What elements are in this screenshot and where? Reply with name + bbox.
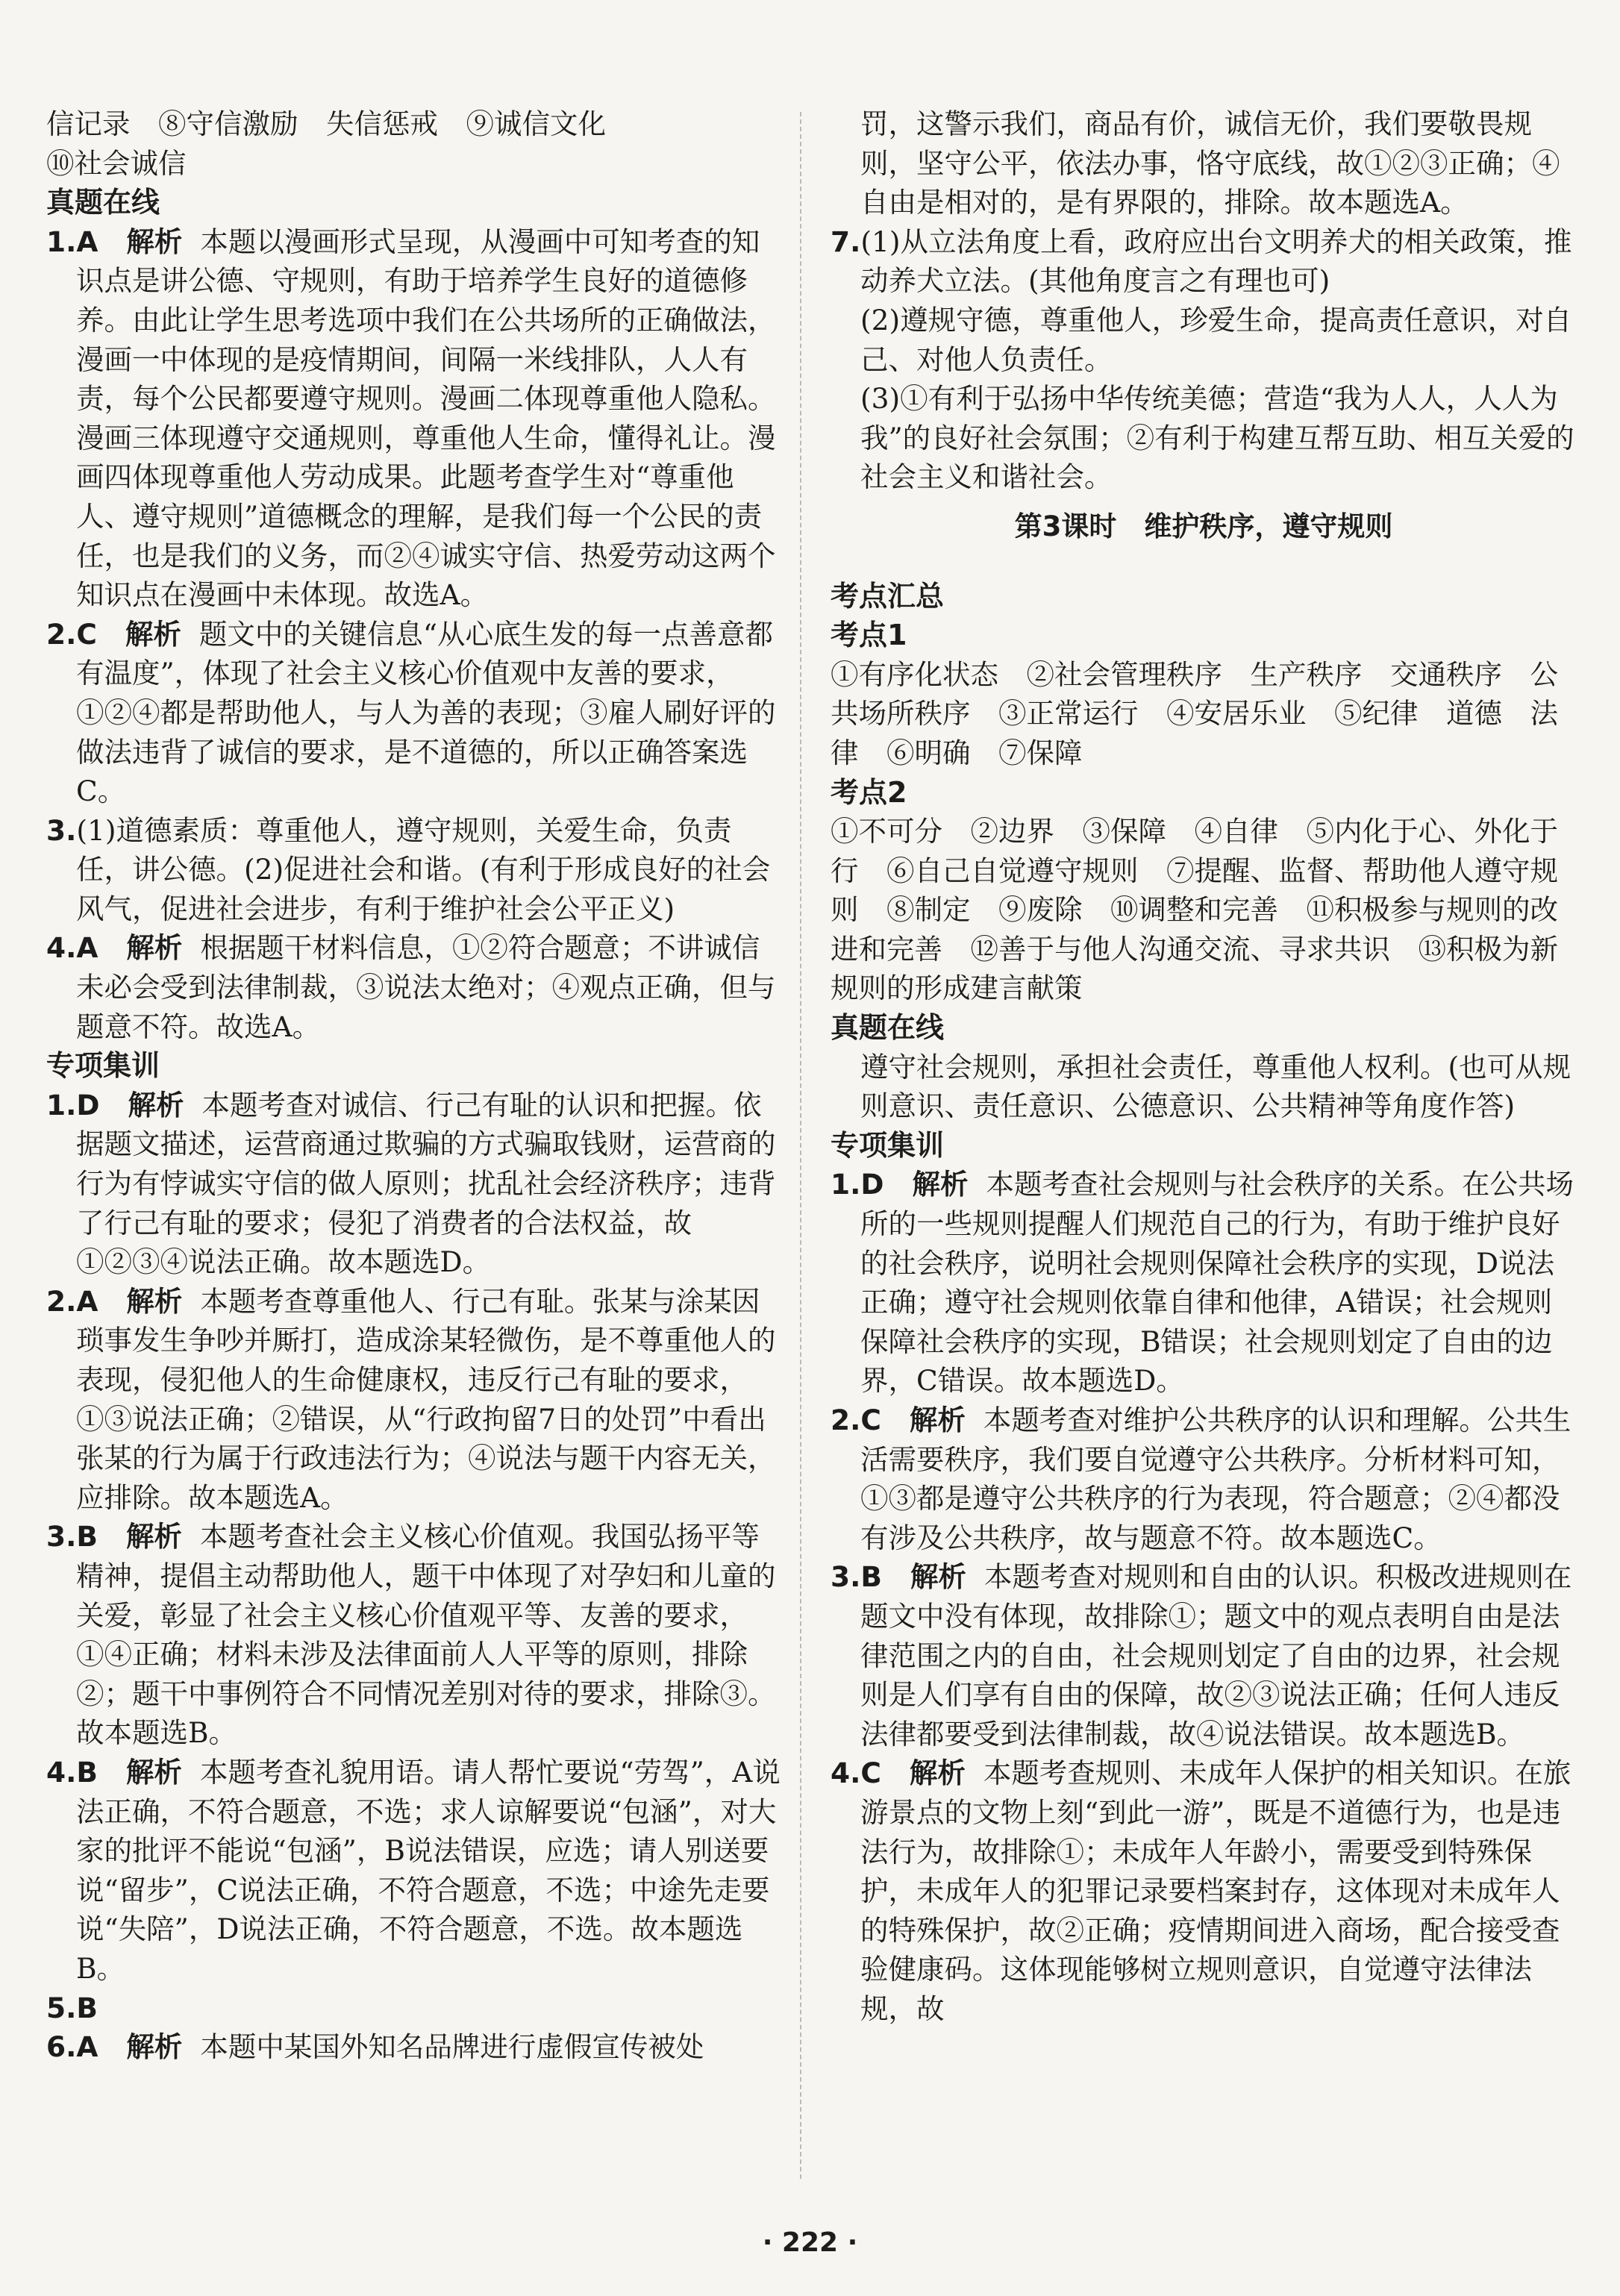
item-number: 1. <box>46 1088 77 1122</box>
section-heading-kaodian: 考点汇总 <box>831 579 945 613</box>
item-text: 本题以漫画形式呈现，从漫画中可知考查的知识点是讲公德、守规则，有助于培养学生良好的道德修养。由此让学生思考选项中我们在公共场所的正确做法，漫画一中体现的是疫情期间，间隔一米线排队，人人有责，每个公民都要遵守规则。漫画二体现尊重他人隐私。漫画三体现遵守交通规则，尊重他人生命，懂得礼让。漫画四体现尊重他人劳动成果。此题考查学生对“尊重他人、遵守规则”道德概念的理解，是我们每一个公民的责任，也是我们的义务，而②④诚实守信、热爱劳动这两个知识点在漫画中未体现。故选A。 <box>76 225 776 612</box>
item-answer: A <box>76 1284 98 1318</box>
analysis-tag: 解析 <box>126 931 183 965</box>
item-text: 本题考查规则、未成年人保护的相关知识。在旅游景点的文物上刻“到此一游”，既是不道德行为，也是违法行为，故排除①；未成年人年龄小，需要受到特殊保护，未成年人的犯罪记录要档案封存，这体现对未成年人的特殊保护，故②正确；疫情期间进入商场，配合接受查验健康码。这体现能够树立规则意识，自觉遵守法律法规，故 <box>860 1757 1571 2025</box>
analysis-tag: 解析 <box>125 1520 182 1554</box>
item-answer: D <box>860 1168 884 1201</box>
item-number: 2. <box>46 617 77 651</box>
left-column <box>46 104 785 2067</box>
column-divider <box>800 112 801 2179</box>
item-text: 本题中某国外知名品牌进行虚假宣传被处 <box>200 2030 704 2064</box>
item-number: 5. <box>46 1991 77 2024</box>
intro-line-2: ⑩社会诚信 <box>46 146 187 180</box>
answer-item <box>46 2027 785 2067</box>
page-number: · 222 · <box>762 2227 858 2258</box>
right-column <box>831 104 1577 2029</box>
analysis-tag: 解析 <box>910 1560 966 1594</box>
kp1-title: 考点1 <box>831 619 907 652</box>
answer-item <box>46 811 785 929</box>
item-number: 4. <box>46 931 77 965</box>
item-text: 本题考查礼貌用语。请人帮忙要说“劳驾”，A说法正确，不符合题意，不选；求人谅解要说“包涵”，对大家的批评不能说“包涵”，B说法错误，应选；请人别送要说“留步”，C说法正确，不符合题意，不选；中途先走要说“失陪”，D说法正确，不符合题意，不选。故本题选B。 <box>76 1755 781 1985</box>
item-answer: B <box>76 1755 98 1789</box>
item-answer: C <box>860 1404 881 1436</box>
answer-item <box>46 1086 785 1282</box>
continuation-text: 罚，这警示我们，商品有价，诚信无价，我们要敬畏规则，坚守公平，依法办事，恪守底线，故①②③正确；④自由是相对的，是有界限的，排除。故本题选A。 <box>860 107 1560 219</box>
analysis-tag: 解析 <box>126 225 183 258</box>
lesson-title: 第3课时 维护秩序，遵守规则 <box>1014 510 1393 542</box>
answer-item <box>831 1557 1577 1754</box>
item-text: 本题考查对规则和自由的认识。积极改进规则在题文中没有体现，故排除①；题文中的观点表明自由是法律范围之内的自由，社会规则划定了自由的边界，社会规则是人们享有自由的保障，故②③说法正确；任何人违反法律都要受到法律制裁，故④说法错误。故本题选B。 <box>860 1560 1572 1751</box>
analysis-tag: 解析 <box>909 1757 966 1790</box>
item-number: 1. <box>831 1168 861 1201</box>
answer-item <box>46 615 785 811</box>
item-number: 4. <box>831 1757 861 1790</box>
analysis-tag: 解析 <box>909 1404 966 1436</box>
q7-part-1: (1)从立法角度上看，政府应出台文明养犬的相关政策，推动养犬立法。(其他角度言之有理也可) <box>860 225 1572 298</box>
item-answer: C <box>860 1757 881 1790</box>
item-text: 本题考查尊重他人、行己有耻。张某与涂某因琐事发生争吵并厮打，造成涂某轻微伤，是不尊重他人的表现，侵犯他人的生命健康权，违反行己有耻的要求，①③说法正确；②错误，从“行政拘留7日的处罚”中看出张某的行为属于行政违法行为；④说法与题干内容无关，应排除。故本题选A。 <box>76 1284 776 1514</box>
item-text: 本题考查社会规则与社会秩序的关系。在公共场所的一些规则提醒人们规范自己的行为，有助于维护良好的社会秩序，说明社会规则保障社会秩序的实现，D说法正确；遵守社会规则依靠自律和他律，A错误；社会规则保障社会秩序的实现，B错误；社会规则划定了自由的边界，C错误。故本题选D。 <box>860 1168 1574 1398</box>
item-answer: A <box>76 225 98 258</box>
item-number: 2. <box>46 1284 77 1318</box>
analysis-tag: 解析 <box>126 1284 183 1318</box>
item-text: 本题考查对维护公共秩序的认识和理解。公共生活需要秩序，我们要自觉遵守公共秩序。分析材料可知，①③都是遵守公共秩序的行为表现，符合题意；②④都没有涉及公共秩序，故与题意不符。故本题选C。 <box>860 1404 1571 1554</box>
answer-item <box>46 1517 785 1753</box>
section-heading-zhuanxiang-2: 专项集训 <box>831 1128 945 1162</box>
item-answer: D <box>76 1088 100 1122</box>
answer-item <box>46 1282 785 1518</box>
item-answer: B <box>76 1991 98 2024</box>
analysis-tag: 解析 <box>912 1168 969 1201</box>
intro-line-1: 信记录 ⑧守信激励 失信惩戒 ⑨诚信文化 <box>46 107 606 140</box>
q7-part-3: (3)①有利于弘扬中华传统美德；营造“我为人人，人人为我”的良好社会氛围；②有利于构建互帮互助、相互关爱的社会主义和谐社会。 <box>860 382 1574 494</box>
item-number: 3. <box>46 1520 77 1554</box>
answer-item <box>831 1754 1577 2028</box>
answer-item <box>831 1401 1577 1557</box>
item-number: 3. <box>46 813 77 847</box>
item-text: 根据题干材料信息，①②符合题意；不讲诚信未必会受到法律制裁，③说法太绝对；④观点正确，但与题意不符。故选A。 <box>76 931 776 1043</box>
kp2-text: ①不可分 ②边界 ③保障 ④自律 ⑤内化于心、外化于行 ⑥自己自觉遵守规则 ⑦提醒、监督、帮助他人遵守规则 ⑧制定 ⑨废除 ⑩调整和完善 ⑪积极参与规则的改进和完善 ⑫善于与他人沟通交流、寻求共识 ⑬积极为新规则的形成建言献策 <box>831 815 1558 1005</box>
analysis-tag: 解析 <box>125 617 181 651</box>
kp1-text: ①有序化状态 ②社会管理秩序 生产秩序 交通秩序 公共场所秩序 ③正常运行 ④安居乐业 ⑤纪律 道德 法律 ⑥明确 ⑦保障 <box>831 657 1558 769</box>
answer-item <box>46 222 785 615</box>
item-number: 6. <box>46 2030 77 2064</box>
item-answer: A <box>76 931 98 965</box>
item-number: 7. <box>831 225 861 258</box>
answer-item <box>46 1753 785 1989</box>
answer-item <box>46 928 785 1046</box>
kp2-title: 考点2 <box>831 775 907 809</box>
answer-item <box>831 1165 1577 1401</box>
item-answer: C <box>76 617 97 651</box>
q7-part-2: (2)遵规守德，尊重他人，珍爱生命，提高责任意识，对自己、对他人负责任。 <box>860 303 1572 376</box>
analysis-tag: 解析 <box>125 1755 182 1789</box>
analysis-tag: 解析 <box>128 1088 184 1122</box>
item-answer: B <box>860 1560 882 1594</box>
item-number: 2. <box>831 1404 861 1436</box>
item-number: 3. <box>831 1560 861 1594</box>
item-text: 本题考查社会主义核心价值观。我国弘扬平等精神，提倡主动帮助他人，题干中体现了对孕妇和儿童的关爱，彰显了社会主义核心价值观平等、友善的要求，①④正确；材料未涉及法律面前人人平等的原则，排除②；题干中事例符合不同情况差别对待的要求，排除③。故本题选B。 <box>76 1520 776 1750</box>
zhenti-answer: 遵守社会规则，承担社会责任，尊重他人权利。(也可从规则意识、责任意识、公德意识、公共精神等角度作答) <box>860 1050 1571 1123</box>
item-number: 1. <box>46 225 77 258</box>
answer-item <box>46 1989 785 2028</box>
section-heading-zhenti-2: 真题在线 <box>831 1011 945 1045</box>
item-answer: B <box>76 1520 98 1554</box>
item-answer: A <box>76 2030 98 2064</box>
item-text: 本题考查对诚信、行己有耻的认识和把握。依据题文描述，运营商通过欺骗的方式骗取钱财，运营商的行为有悖诚实守信的做人原则；扰乱社会经济秩序；违背了行己有耻的要求；侵犯了消费者的合法权益，故①②③④说法正确。故本题选D。 <box>76 1088 776 1279</box>
item-number: 4. <box>46 1755 77 1789</box>
analysis-tag: 解析 <box>126 2030 183 2064</box>
section-heading-zhenti: 真题在线 <box>46 186 160 219</box>
answer-item-7 <box>831 222 1577 301</box>
item-text: 题文中的关键信息“从心底生发的每一点善意都有温度”，体现了社会主义核心价值观中友善的要求，①②④都是帮助他人，与人为善的表现；③雇人刷好评的做法违背了诚信的要求，是不道德的，所以正确答案选C。 <box>76 617 776 808</box>
item-text: (1)道德素质：尊重他人，遵守规则，关爱生命，负责任，讲公德。(2)促进社会和谐。(有利于形成良好的社会风气，促进社会进步，有利于维护社会公平正义) <box>76 813 771 925</box>
section-heading-zhuanxiang: 专项集训 <box>46 1049 160 1083</box>
